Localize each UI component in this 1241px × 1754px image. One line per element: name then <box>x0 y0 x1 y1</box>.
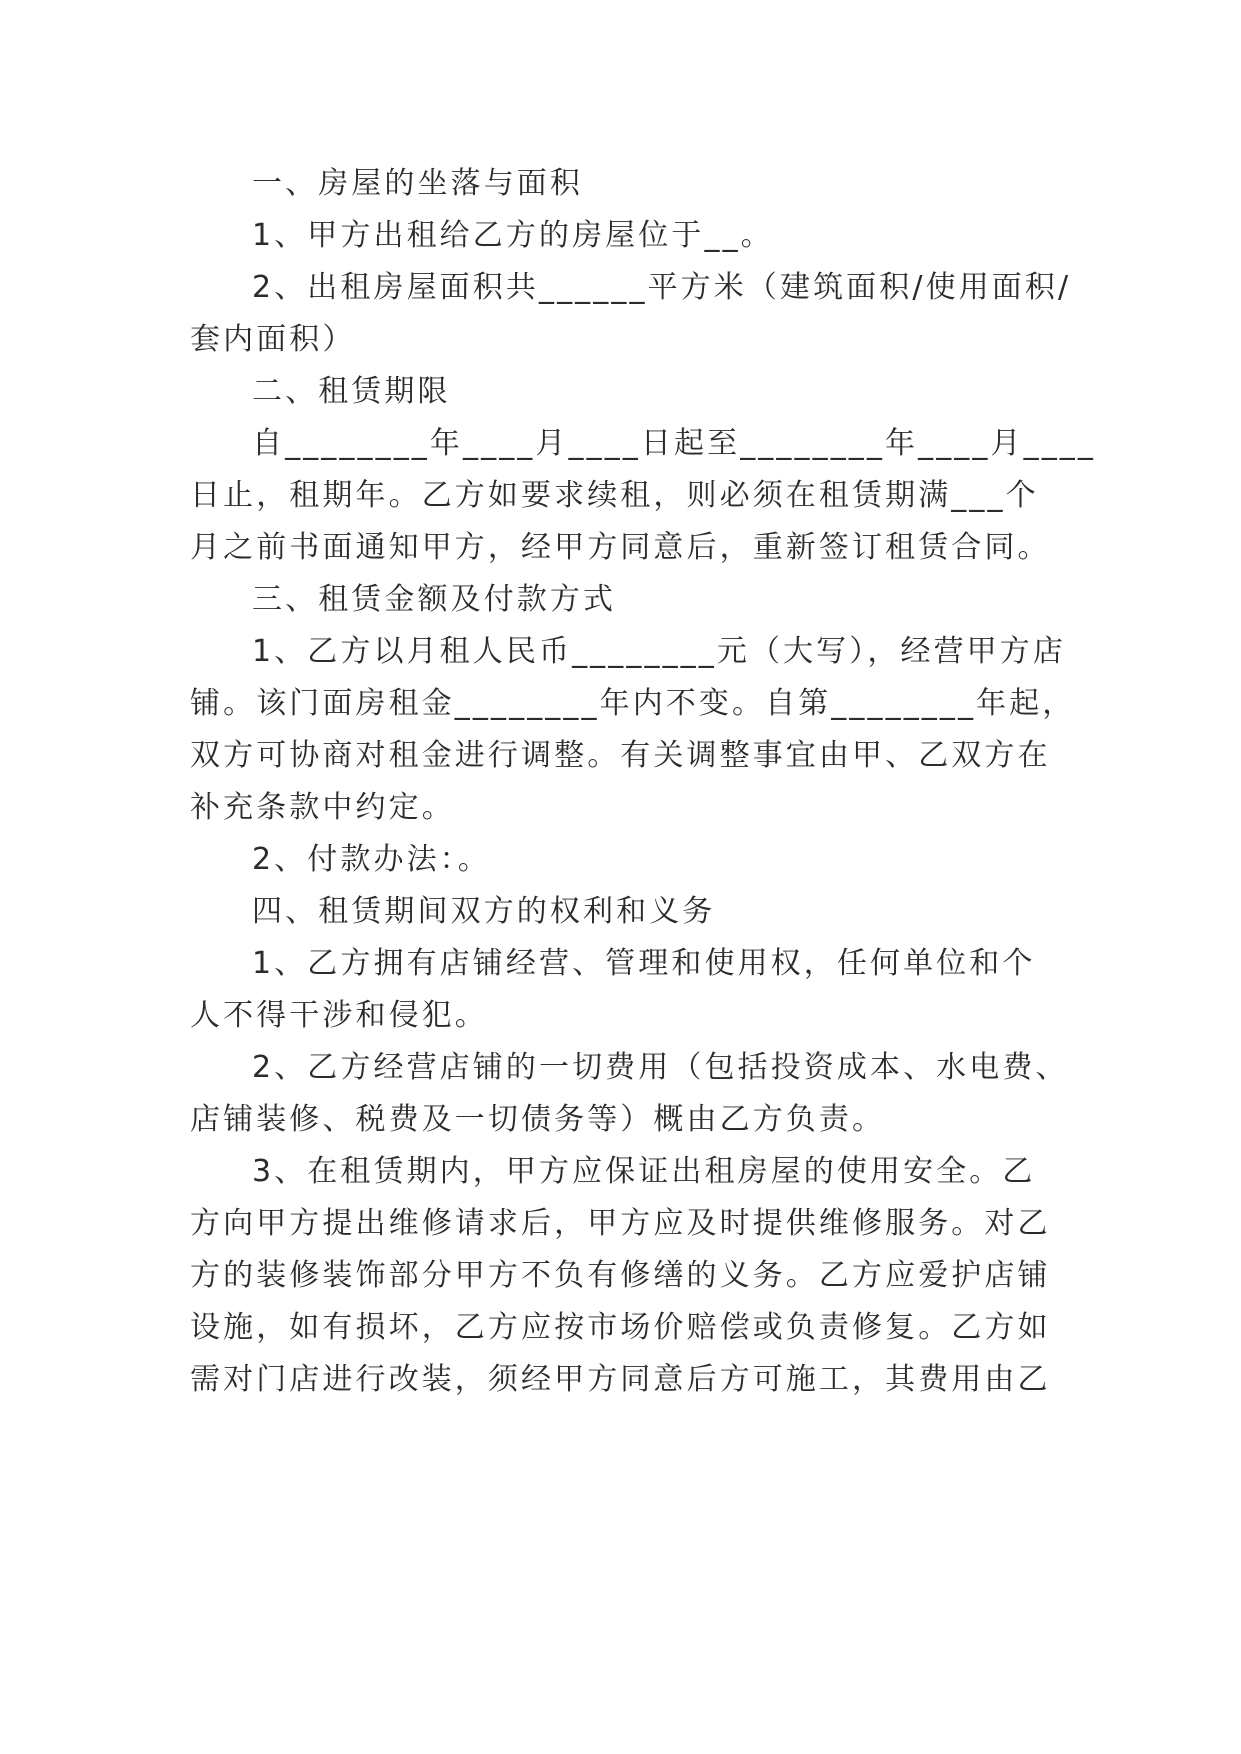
paragraph-line: 自________年____月____日起至________年____月____ <box>252 426 1096 461</box>
paragraph-line: 人不得干涉和侵犯。 <box>190 998 488 1033</box>
section-heading-rent-payment: 三、租赁金额及付款方式 <box>252 582 617 617</box>
paragraph-line: 1、甲方出租给乙方的房屋位于__。 <box>252 218 774 253</box>
paragraph-line: 1、乙方拥有店铺经营、管理和使用权，任何单位和个 <box>252 946 1036 981</box>
paragraph-line: 日止，租期年。乙方如要求续租，则必须在租赁期满___个 <box>190 478 1039 513</box>
paragraph-line: 设施，如有损坏，乙方应按市场价赔偿或负责修复。乙方如 <box>190 1310 1051 1345</box>
paragraph-line: 2、出租房屋面积共______平方米（建筑面积/使用面积/ <box>252 270 1072 305</box>
paragraph-line: 方向甲方提出维修请求后，甲方应及时提供维修服务。对乙 <box>190 1206 1051 1241</box>
section-heading-rights-obligations: 四、租赁期间双方的权利和义务 <box>252 894 716 929</box>
section-heading-location-area: 一、房屋的坐落与面积 <box>252 166 583 201</box>
paragraph-line: 1、乙方以月租人民币________元（大写），经营甲方店 <box>252 634 1066 669</box>
paragraph-line: 月之前书面通知甲方，经甲方同意后，重新签订租赁合同。 <box>190 530 1051 565</box>
paragraph-line: 补充条款中约定。 <box>190 790 455 825</box>
paragraph-line: 套内面积） <box>190 322 356 357</box>
paragraph-line: 3、在租赁期内，甲方应保证出租房屋的使用安全。乙 <box>252 1154 1036 1189</box>
paragraph-line: 2、付款办法：。 <box>252 842 491 877</box>
paragraph-line: 铺。该门面房租金________年内不变。自第________年起， <box>190 686 1076 721</box>
paragraph-line: 店铺装修、税费及一切债务等）概由乙方负责。 <box>190 1102 886 1137</box>
paragraph-line: 双方可协商对租金进行调整。有关调整事宜由甲、乙双方在 <box>190 738 1051 773</box>
section-heading-lease-term: 二、租赁期限 <box>252 374 451 409</box>
paragraph-line: 方的装修装饰部分甲方不负有修缮的义务。乙方应爱护店铺 <box>190 1258 1051 1293</box>
paragraph-line: 2、乙方经营店铺的一切费用（包括投资成本、水电费、 <box>252 1050 1069 1085</box>
paragraph-line: 需对门店进行改装，须经甲方同意后方可施工，其费用由乙 <box>190 1362 1051 1397</box>
